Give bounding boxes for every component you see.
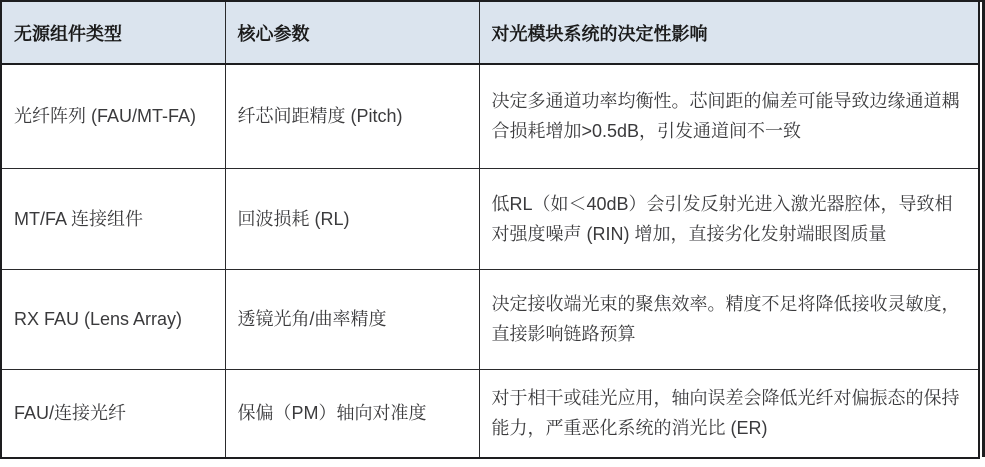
column-header-component: 无源组件类型 <box>1 1 225 64</box>
clipped-container-top-edge <box>976 0 985 2</box>
cell-component: MT/FA 连接组件 <box>1 168 225 269</box>
cell-component: 光纤阵列 (FAU/MT-FA) <box>1 64 225 168</box>
cell-parameter: 纤芯间距精度 (Pitch) <box>225 64 479 168</box>
cell-impact: 对于相干或硅光应用，轴向误差会降低光纤对偏振态的保持能力，严重恶化系统的消光比 (ER) <box>479 369 979 458</box>
cell-component: RX FAU (Lens Array) <box>1 269 225 369</box>
table-row <box>1 168 979 269</box>
cell-parameter: 回波损耗 (RL) <box>225 168 479 269</box>
table-row <box>1 369 979 458</box>
column-header-impact: 对光模块系统的决定性影响 <box>479 1 979 64</box>
table-row <box>1 269 979 369</box>
cell-component: FAU/连接光纤 <box>1 369 225 458</box>
header-row <box>1 1 979 64</box>
cell-impact: 低RL（如＜40dB）会引发反射光进入激光器腔体，导致相对强度噪声 (RIN) 增加，直接劣化发射端眼图质量 <box>479 168 979 269</box>
cell-parameter: 透镜光角/曲率精度 <box>225 269 479 369</box>
table-row <box>1 64 979 168</box>
cell-parameter: 保偏（PM）轴向对准度 <box>225 369 479 458</box>
cell-impact: 决定多通道功率均衡性。芯间距的偏差可能导致边缘通道耦合损耗增加>0.5dB，引发通道间不一致 <box>479 64 979 168</box>
cell-impact: 决定接收端光束的聚焦效率。精度不足将降低接收灵敏度，直接影响链路预算 <box>479 269 979 369</box>
column-header-parameter: 核心参数 <box>225 1 479 64</box>
